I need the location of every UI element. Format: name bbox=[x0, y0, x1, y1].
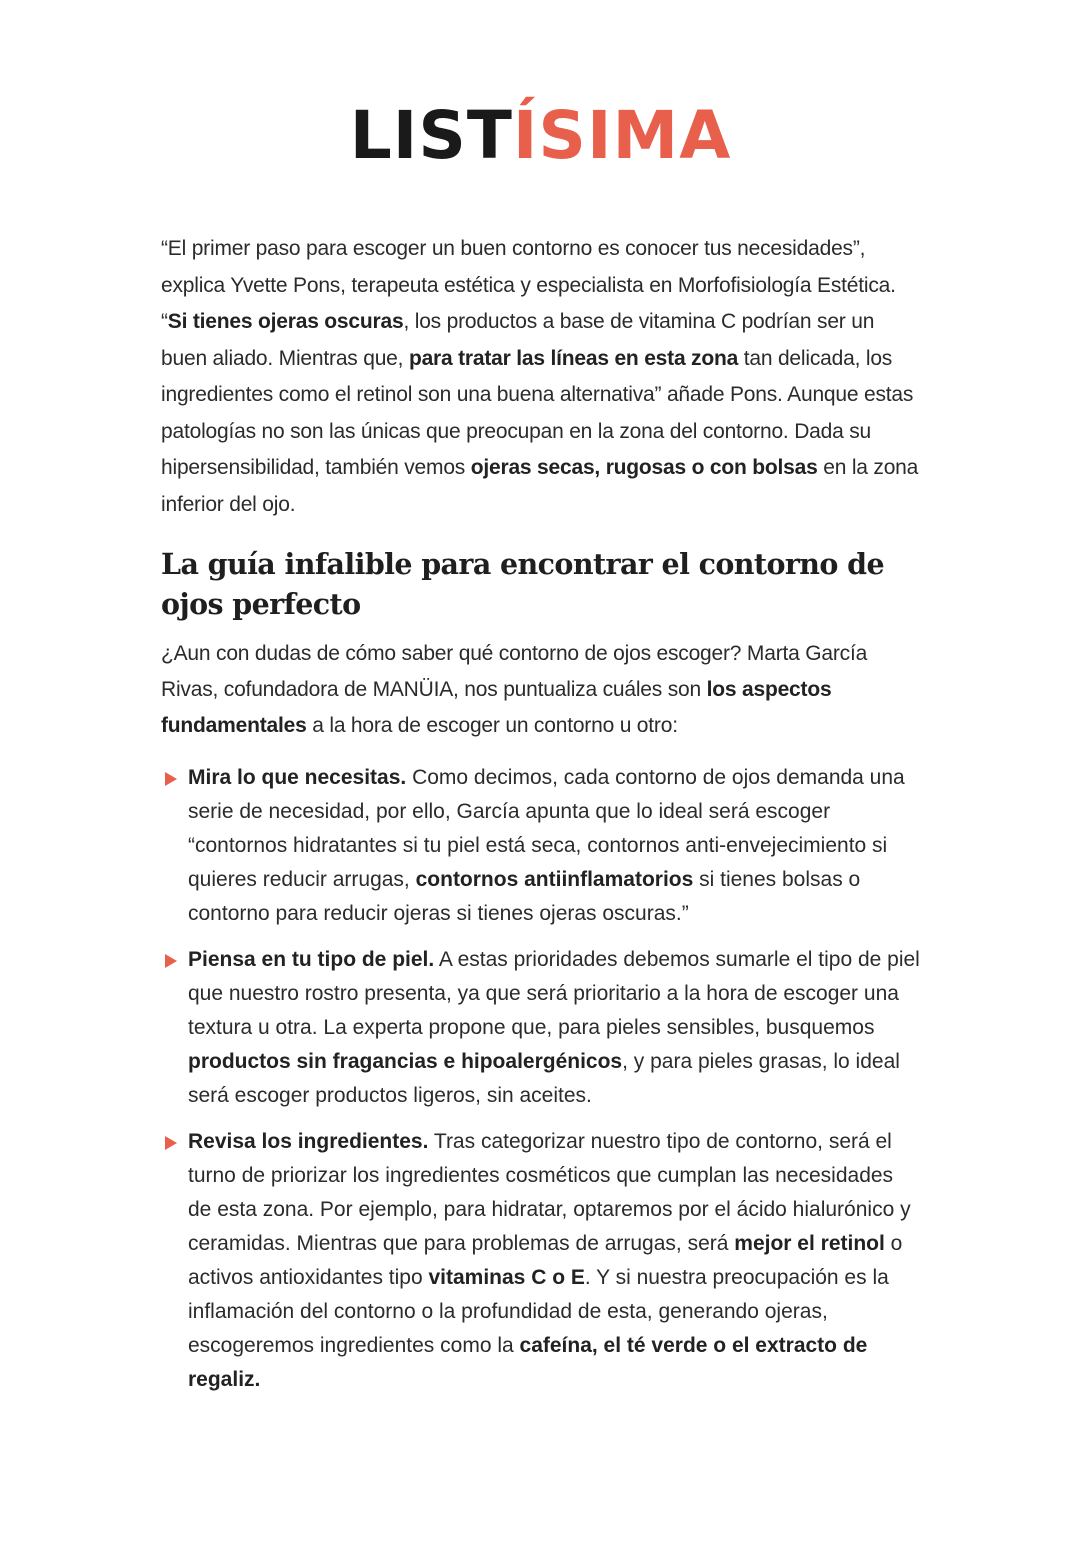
bullet-triangle-icon bbox=[165, 772, 177, 786]
text-run: “El primer paso para escoger un buen contorno es conocer tus necesidades”, explica Yvette Pons, terapeuta estética y especialista en Morfofisiología Estética. “ bbox=[161, 237, 896, 333]
bold-text: vitaminas C o E bbox=[428, 1266, 585, 1289]
text-run: a la hora de escoger un contorno u otro: bbox=[306, 714, 678, 737]
bold-text: cafeína, el té verde o el extracto de regaliz. bbox=[188, 1334, 868, 1391]
bold-text: productos sin fragancias e hipoalergénicos bbox=[188, 1050, 623, 1073]
bold-text: los aspectos fundamentales bbox=[161, 678, 832, 737]
intro-paragraph bbox=[161, 231, 921, 523]
bold-text: Si tienes ojeras oscuras bbox=[167, 310, 404, 333]
text-run: ¿Aun con dudas de cómo saber qué contorno de ojos escoger? Marta García Rivas, cofundadora de MANÜIA, nos puntualiza cuáles son bbox=[161, 642, 868, 701]
text-run: o activos antioxidantes tipo bbox=[188, 1232, 903, 1289]
logo-text-isima: ÍSIMA bbox=[512, 97, 732, 174]
article-body bbox=[161, 231, 921, 1409]
bullet-triangle-icon bbox=[165, 954, 177, 968]
bold-text: Piensa en tu tipo de piel. bbox=[188, 948, 435, 971]
text-run: . Y si nuestra preocupación es la inflamación del contorno o la profundidad de esta, generando ojeras, escogeremos ingredientes como la bbox=[188, 1266, 889, 1357]
text-run: Tras categorizar nuestro tipo de contorno, será el turno de priorizar los ingredientes cosméticos que cumplan las necesidades de esta zona. Por ejemplo, para hidratar, optaremos por el ácido hialurónico y ceramidas. Mientras que para problemas de arrugas, será bbox=[188, 1130, 911, 1255]
bold-text: para tratar las líneas en esta zona bbox=[408, 346, 739, 370]
tips-list bbox=[161, 761, 921, 1397]
bold-text: contornos antiinflamatorios bbox=[415, 868, 694, 891]
bullet-revisa bbox=[161, 1125, 921, 1397]
text-run: A estas prioridades debemos sumarle el tipo de piel que nuestro rostro presenta, ya que será prioritario a la hora de escoger una textura u otra. La experta propone que, para pieles sensibles, busquemos bbox=[188, 948, 920, 1039]
text-run: , los productos a base de vitamina C podrían ser un buen aliado. Mientras que, bbox=[161, 310, 875, 370]
text-run: en la zona inferior del ojo. bbox=[161, 456, 919, 516]
bold-text: mejor el retinol bbox=[734, 1232, 885, 1255]
text-run: Como decimos, cada contorno de ojos demanda una serie de necesidad, por ello, García apunta que lo ideal será escoger “contornos hidratantes si tu piel está seca, contornos anti-envejecimiento si quieres reducir arrugas, bbox=[188, 766, 905, 891]
logo-text-list: LIST bbox=[349, 97, 513, 174]
bullet-triangle-icon bbox=[165, 1136, 177, 1150]
brand-logo bbox=[0, 97, 1081, 174]
bullet-mira bbox=[161, 761, 921, 931]
bullet-piensa bbox=[161, 943, 921, 1113]
text-run: si tienes bolsas o contorno para reducir ojeras si tienes ojeras oscuras.” bbox=[188, 868, 861, 925]
text-run: , y para pieles grasas, lo ideal será escoger productos ligeros, sin aceites. bbox=[188, 1050, 900, 1107]
section-heading: La guía infalible para encontrar el contorno de ojos perfecto bbox=[161, 547, 885, 621]
text-run: tan delicada, los ingredientes como el retinol son una buena alternativa” añade Pons. Aunque estas patologías no son las únicas que preocupan en la zona del contorno. Dada su hipersensibilidad, también vemos bbox=[161, 346, 914, 479]
lead-paragraph bbox=[161, 636, 921, 744]
bold-text: Revisa los ingredientes. bbox=[188, 1130, 429, 1153]
bold-text: Mira lo que necesitas. bbox=[188, 766, 407, 789]
bold-text: ojeras secas, rugosas o con bolsas bbox=[470, 456, 818, 479]
